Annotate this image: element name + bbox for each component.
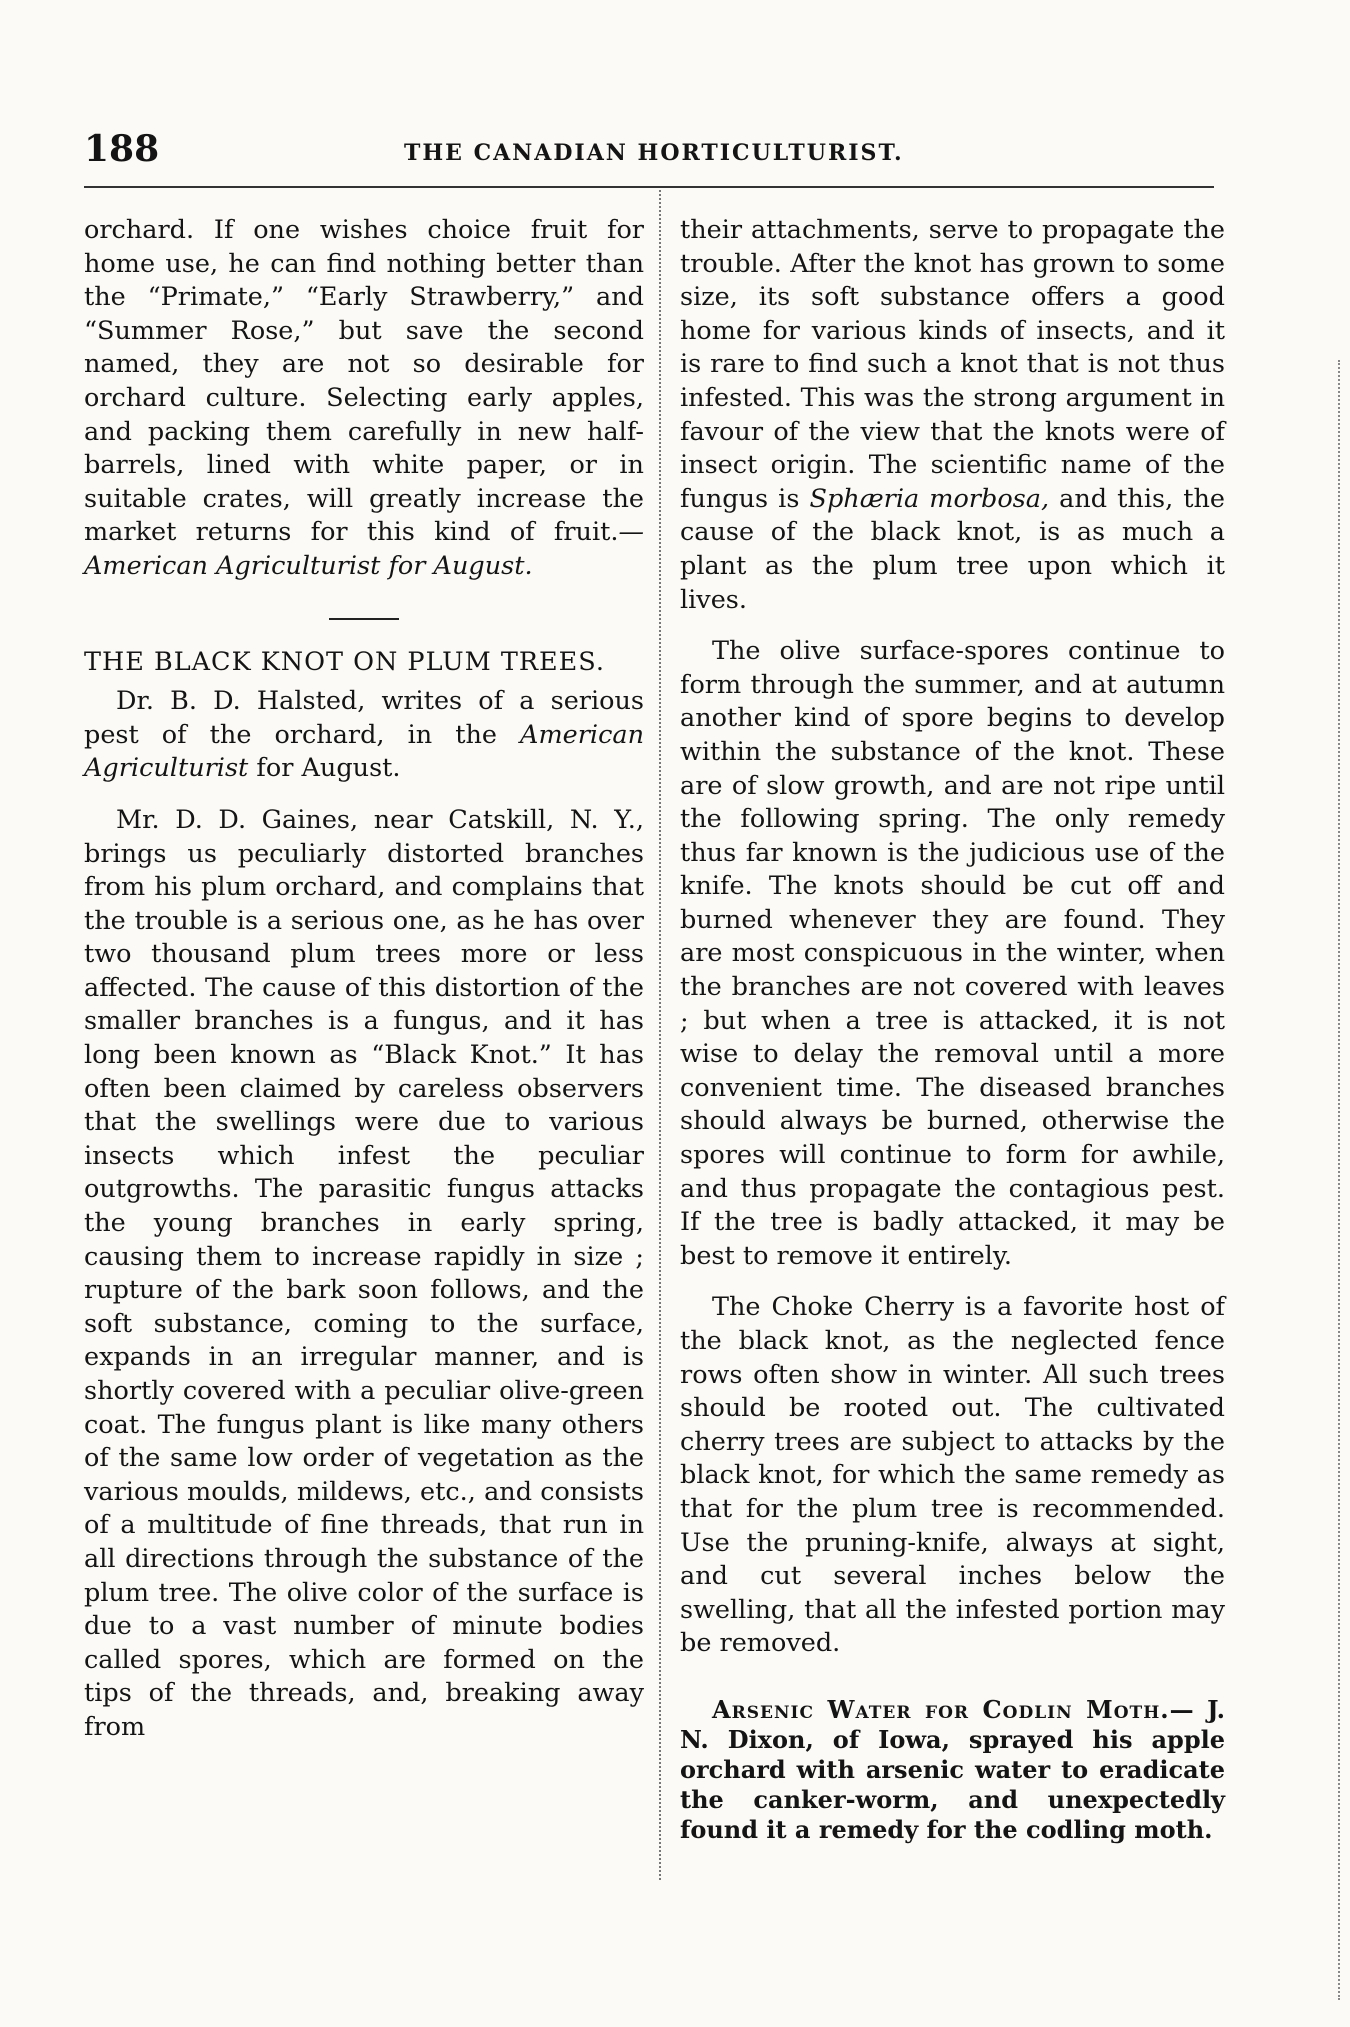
section-separator: [329, 618, 399, 620]
paragraph-gap: [680, 1273, 1225, 1291]
arsenic-note-text: J. N. Dixon, of Iowa, sprayed his apple orchard with arsenic water to eradicate the canker-worm, and unexpectedly found it a remedy for the codling moth.: [680, 1694, 1226, 1844]
latin-name: Sphæria morbosa,: [809, 483, 1050, 514]
running-title: THE CANADIAN HORTICULTURIST.: [404, 140, 904, 166]
choke-cherry-paragraph: The Choke Cherry is a favorite host of the black knot, as the neglected fence rows often show in winter. All such trees should be rooted out. The cultivated cherry trees are subject to attacks by the black knot, for which the same remedy as that for the plum tree is recommended. Use the pruning-knife, always at sight, and cut several inches below the swelling, that all the infested portion may be removed.: [680, 1292, 1225, 1659]
header-rule: [84, 186, 1214, 188]
fungus-text-before: their attachments, serve to propagate the trouble. After the knot has grown to some size, its soft substance offers a good home for various kinds of insects, and it is rare to find such a knot that is not thus infested. This was the strong argument in favour of the view that the knots were of insect origin. The scientific name of the fungus is: [680, 215, 1225, 514]
intro-text-before: Dr. B. D. Halsted, writes of a serious pest of the orchard, in the: [84, 686, 644, 750]
page-edge-mark: [1335, 360, 1340, 2000]
journal-name: American Agriculturist: [84, 719, 644, 784]
orchard-paragraph: [84, 214, 644, 584]
page-header: [84, 128, 1214, 178]
page-number: 188: [84, 128, 160, 170]
paragraph-gap: [680, 617, 1225, 635]
fungus-text-after: and this, the cause of the black knot, is as much a plant as the plum tree upon which it lives.: [680, 483, 1225, 615]
fungus-paragraph: [680, 214, 1225, 617]
left-column: [84, 214, 644, 1745]
intro-text-after: for August.: [248, 753, 401, 784]
source-citation: —American Agriculturist for August.: [84, 517, 644, 581]
arsenic-note: [680, 1695, 1225, 1845]
article-heading: THE BLACK KNOT ON PLUM TREES.: [84, 646, 605, 677]
paragraph-gap: [84, 786, 644, 804]
right-column: [680, 214, 1225, 1845]
intro-paragraph: [84, 685, 644, 786]
spores-paragraph: The olive surface-spores continue to form through the summer, and at autumn another kind of spore begins to develop within the substance of the knot. These are of slow growth, and are not ripe until the following spring. The only remedy thus far known is the judicious use of the knife. The knots should be cut off and burned whenever they are found. They are most conspicuous in the winter, when the branches are not covered with leaves ; but when a tree is attacked, it is not wise to delay the removal until a more convenient time. The diseased branches should always be burned, otherwise the spores will continue to form for awhile, and thus propagate the contagious pest. If the tree is badly attacked, it may be best to remove it entirely.: [680, 636, 1225, 1271]
orchard-paragraph-text: orchard. If one wishes choice fruit for home use, he can find nothing better than the “Primate,” “Early Strawberry,” and “Summer Rose,” but save the second named, they are not so desirable for orchard culture. Selecting early apples, and packing them carefully in new half-barrels, lined with white paper, or in suitable crates, will greatly increase the market returns for this kind of fruit.: [84, 215, 644, 548]
gaines-paragraph: Mr. D. D. Gaines, near Catskill, N. Y., brings us peculiarly distorted branches from his plum orchard, and complains that the trouble is a serious one, as he has over two thousand plum trees more or less affected. The cause of this distortion of the smaller branches is a fungus, and it has long been known as “Black Knot.” It has often been claimed by careless observers that the swellings were due to various insects which infest the peculiar outgrowths. The parasitic fungus attacks the young branches in early spring, causing them to increase rapidly in size ; rupture of the bark soon follows, and the soft substance, coming to the surface, expands in an irregular manner, and is shortly covered with a peculiar olive-green coat. The fungus plant is like many others of the same low order of vegetation as the various moulds, mildews, etc., and consists of a multitude of fine threads, that run in all directions through the substance of the plum tree. The olive color of the surface is due to a vast number of minute bodies called spores, which are formed on the tips of the threads, and, breaking away from: [84, 804, 644, 1742]
column-divider: [659, 190, 661, 1880]
paragraph-gap: [680, 1661, 1225, 1695]
arsenic-note-title: Arsenic Water for Codlin Moth.—: [712, 1694, 1195, 1724]
